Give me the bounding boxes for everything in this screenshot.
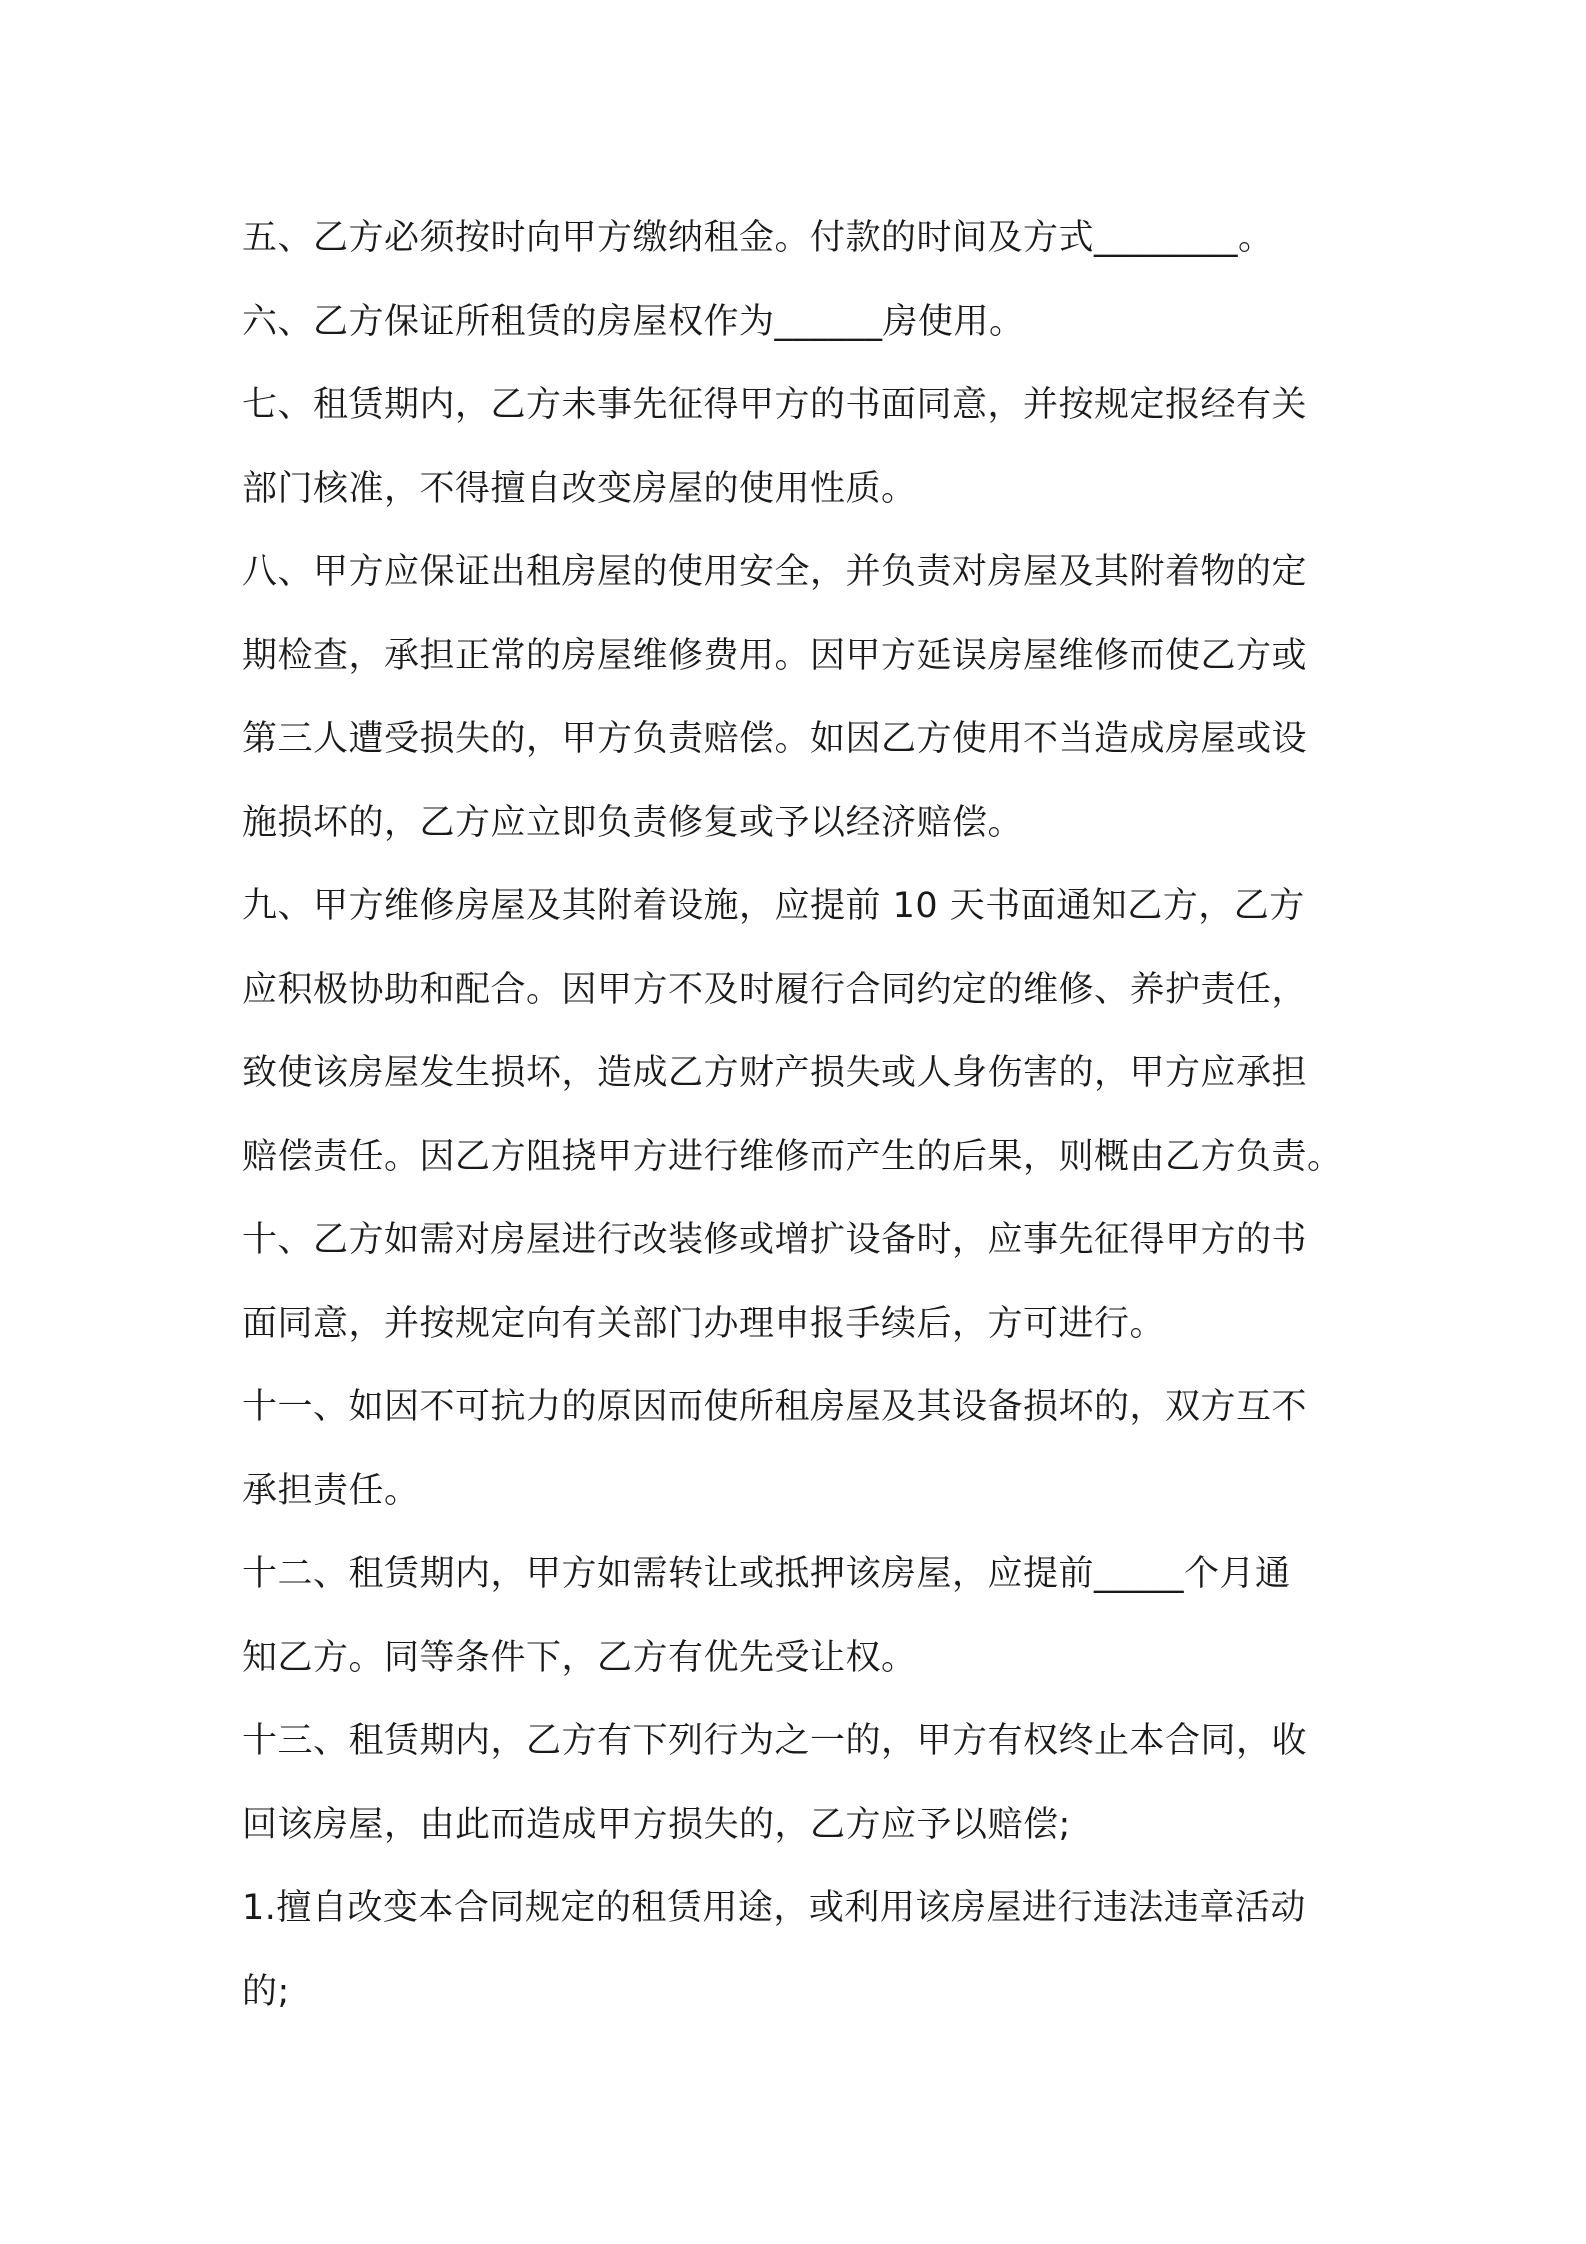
text-line: 应积极协助和配合。因甲方不及时履行合同约定的维修、养护责任， <box>242 969 1308 1010</box>
text-line: 十二、租赁期内，甲方如需转让或抵押该房屋，应提前_____个月通 <box>242 1554 1291 1594</box>
text-line: 承担责任。 <box>242 1470 420 1511</box>
text-line: 六、乙方保证所租赁的房屋权作为______房使用。 <box>242 301 1025 342</box>
text-line: 面同意，并按规定向有关部门办理申报手续后，方可进行。 <box>242 1303 1166 1344</box>
text-line: 十一、如因不可抗力的原因而使所租房屋及其设备损坏的，双方互不 <box>242 1387 1308 1427</box>
text-line: 九、甲方维修房屋及其附着设施，应提前 10 天书面通知乙方，乙方 <box>242 886 1305 926</box>
text-line: 十三、租赁期内，乙方有下列行为之一的，甲方有权终止本合同，收 <box>242 1721 1308 1761</box>
clause-paragraph <box>242 1533 1364 1700</box>
clause-paragraph <box>242 197 1364 281</box>
text-line: 十、乙方如需对房屋进行改装修或增扩设备时，应事先征得甲方的书 <box>242 1220 1308 1260</box>
clause-paragraph <box>242 531 1364 865</box>
text-line: 的; <box>242 1971 290 2012</box>
text-line: 1.擅自改变本合同规定的租赁用途，或利用该房屋进行违法违章活动 <box>242 1888 1306 1928</box>
text-line: 致使该房屋发生损坏，造成乙方财产损失或人身伤害的，甲方应承担 <box>242 1053 1308 1093</box>
text-line: 五、乙方必须按时向甲方缴纳租金。付款的时间及方式________。 <box>242 218 1274 258</box>
clause-paragraph <box>242 1366 1364 1533</box>
text-line: 第三人遭受损失的，甲方负责赔偿。如因乙方使用不当造成房屋或设 <box>242 719 1308 759</box>
text-line: 七、租赁期内，乙方未事先征得甲方的书面同意，并按规定报经有关 <box>242 385 1308 425</box>
text-line: 赔偿责任。因乙方阻挠甲方进行维修而产生的后果，则概由乙方负责。 <box>242 1136 1343 1177</box>
clause-paragraph <box>242 281 1364 365</box>
clause-paragraph <box>242 1199 1364 1366</box>
clause-paragraph <box>242 1700 1364 1867</box>
clause-paragraph <box>242 865 1364 1199</box>
text-line: 八、甲方应保证出租房屋的使用安全，并负责对房屋及其附着物的定 <box>242 552 1308 592</box>
text-line: 知乙方。同等条件下，乙方有优先受让权。 <box>242 1637 917 1678</box>
text-line: 期检查，承担正常的房屋维修费用。因甲方延误房屋维修而使乙方或 <box>242 635 1308 676</box>
text-line: 施损坏的，乙方应立即负责修复或予以经济赔偿。 <box>242 802 1024 843</box>
text-line: 部门核准，不得擅自改变房屋的使用性质。 <box>242 468 917 509</box>
clause-paragraph <box>242 1867 1364 2034</box>
clause-paragraph <box>242 364 1364 531</box>
document-body <box>242 197 1364 2034</box>
text-line: 回该房屋，由此而造成甲方损失的，乙方应予以赔偿; <box>242 1804 1071 1845</box>
